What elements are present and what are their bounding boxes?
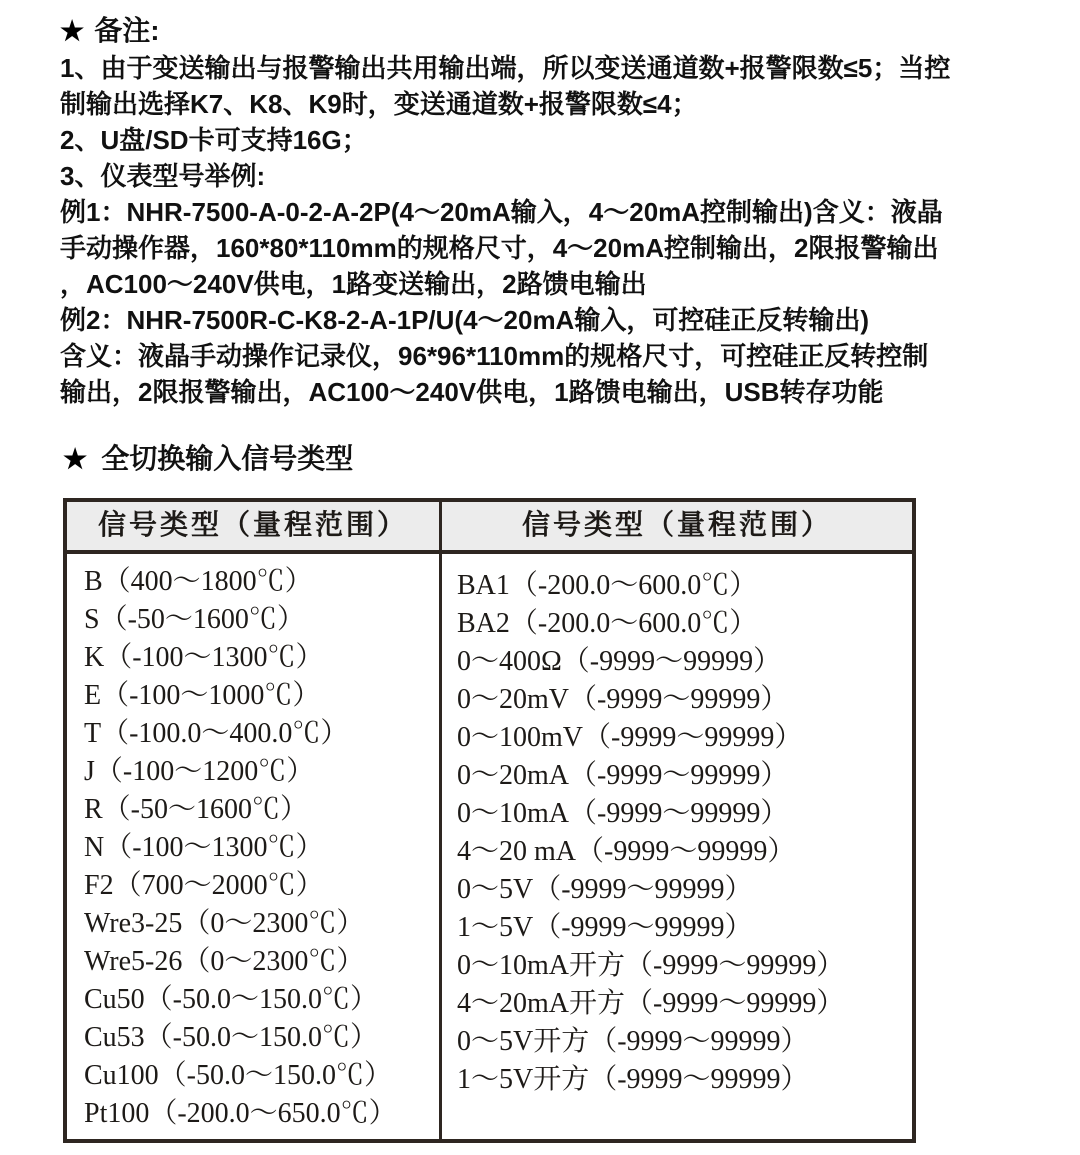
signal-row: Wre5-26（0～2300℃） bbox=[84, 946, 365, 977]
signal-row: 0～5V（-9999～99999） bbox=[457, 874, 753, 905]
signal-table-body bbox=[67, 554, 912, 1139]
notes-heading bbox=[60, 12, 1028, 50]
signal-row: 0～20mA（-9999～99999） bbox=[457, 760, 789, 791]
star-icon: ★ bbox=[63, 443, 88, 474]
signal-row: 0～20mV（-9999～99999） bbox=[457, 684, 789, 715]
note-line: 含义：液晶手动操作记录仪，96*96*110mm的规格尺寸，可控硅正反转控制 bbox=[60, 341, 929, 371]
signal-row: BA2（-200.0～600.0℃） bbox=[457, 608, 758, 639]
signal-row: E（-100～1000℃） bbox=[84, 680, 321, 711]
note-line: 例2：NHR-7500R-C-K8-2-A-1P/U(4～20mA输入，可控硅正反转输出) bbox=[60, 305, 869, 335]
signal-table-header bbox=[67, 502, 912, 554]
signal-section-heading bbox=[63, 440, 353, 478]
signal-row: T（-100.0～400.0℃） bbox=[84, 718, 349, 749]
note-line: 制输出选择K7、K8、K9时，变送通道数+报警限数≤4； bbox=[60, 89, 698, 119]
signal-column-left bbox=[67, 554, 442, 1139]
notes-section bbox=[60, 12, 1028, 410]
note-line: 2、U盘/SD卡可支持16G； bbox=[60, 125, 368, 155]
note-line: 1、由于变送输出与报警输出共用输出端，所以变送通道数+报警限数≤5；当控 bbox=[60, 53, 951, 83]
header-cell-left: 信号类型（量程范围） bbox=[67, 502, 442, 550]
signal-row: 0～400Ω（-9999～99999） bbox=[457, 646, 782, 677]
signal-row: Cu53（-50.0～150.0℃） bbox=[84, 1022, 379, 1053]
note-line: 例1：NHR-7500-A-0-2-A-2P(4～20mA输入，4～20mA控制输出)含义：液晶 bbox=[60, 197, 943, 227]
notes-heading-label: 备注: bbox=[94, 15, 160, 46]
signal-row: 0～100mV（-9999～99999） bbox=[457, 722, 803, 753]
note-line: ，AC100～240V供电，1路变送输出，2路馈电输出 bbox=[60, 269, 647, 299]
signal-row: B（400～1800℃） bbox=[84, 566, 313, 597]
signal-row: F2（700～2000℃） bbox=[84, 870, 324, 901]
signal-column-right bbox=[442, 554, 912, 1139]
signal-row: Wre3-25（0～2300℃） bbox=[84, 908, 365, 939]
signal-row: 1～5V开方（-9999～99999） bbox=[457, 1064, 809, 1095]
signal-row: J（-100～1200℃） bbox=[84, 756, 315, 787]
signal-row: Pt100（-200.0～650.0℃） bbox=[84, 1098, 397, 1129]
signal-row: Cu100（-50.0～150.0℃） bbox=[84, 1060, 393, 1091]
note-line: 输出，2限报警输出，AC100～240V供电，1路馈电输出，USB转存功能 bbox=[60, 377, 884, 407]
signal-row: 0～10mA（-9999～99999） bbox=[457, 798, 789, 829]
note-line: 手动操作器，160*80*110mm的规格尺寸，4～20mA控制输出，2限报警输出 bbox=[60, 233, 939, 263]
signal-type-table bbox=[63, 498, 916, 1143]
note-line: 3、仪表型号举例: bbox=[60, 161, 266, 191]
signal-row: 4～20mA开方（-9999～99999） bbox=[457, 988, 845, 1019]
signal-row: K（-100～1300℃） bbox=[84, 642, 324, 673]
signal-row: 1～5V（-9999～99999） bbox=[457, 912, 753, 943]
star-icon: ★ bbox=[60, 15, 85, 46]
signal-section-label: 全切换输入信号类型 bbox=[101, 443, 354, 474]
header-cell-right: 信号类型（量程范围） bbox=[521, 510, 832, 541]
signal-row: 4～20 mA（-9999～99999） bbox=[457, 836, 796, 867]
notes-body bbox=[60, 50, 1028, 410]
signal-row: Cu50（-50.0～150.0℃） bbox=[84, 984, 379, 1015]
signal-row: BA1（-200.0～600.0℃） bbox=[457, 570, 758, 601]
signal-row: 0～10mA开方（-9999～99999） bbox=[457, 950, 845, 981]
signal-row: N（-100～1300℃） bbox=[84, 832, 324, 863]
signal-row: S（-50～1600℃） bbox=[84, 604, 305, 635]
signal-row: R（-50～1600℃） bbox=[84, 794, 309, 825]
signal-row: 0～5V开方（-9999～99999） bbox=[457, 1026, 809, 1057]
